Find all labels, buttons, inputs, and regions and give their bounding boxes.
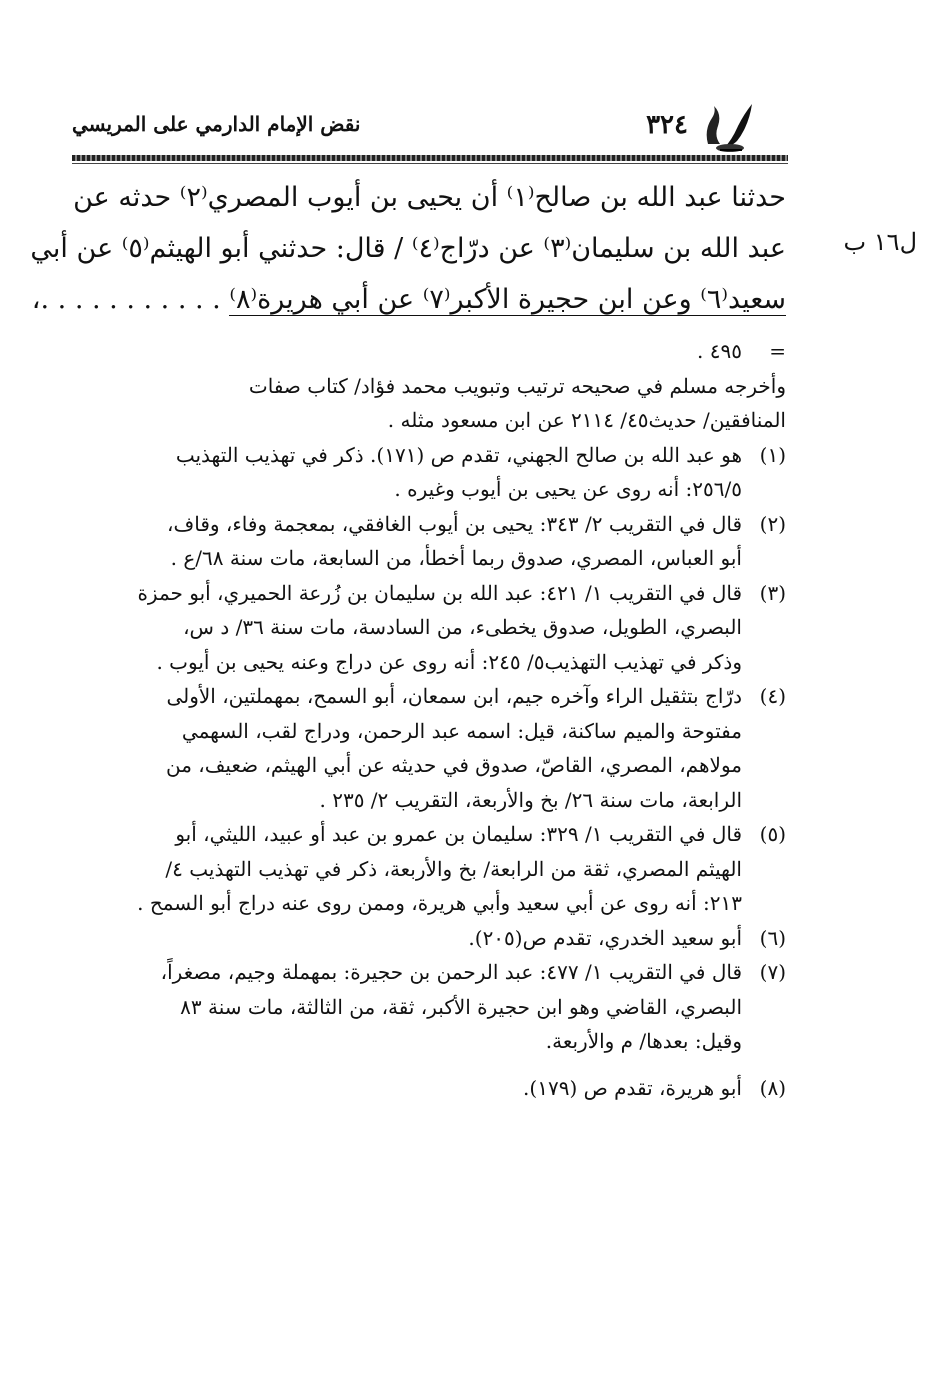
trailing-mark: ، (31, 284, 41, 315)
footnote-line: البصري، الطويل، صدوق يخطىء، من السادسة، مات سنة ٣٦/ د س، (183, 615, 742, 639)
footnote-line: أبو هريرة، تقدم ص (١٧٩). (523, 1075, 742, 1100)
main-text-line: عبد الله بن سليمان⁽٣⁾ عن درّاج⁽٤⁾ / قال: حدثني أبو الهيثم⁽٥⁾ عن أبي (30, 233, 786, 264)
footnote-8 (74, 1071, 786, 1106)
footnote-number: (٥) (759, 822, 786, 846)
footnote-number: (٧) (759, 960, 786, 984)
footnote-4 (74, 679, 786, 817)
footnote-line: وذكر في تهذيب التهذيب٥/ ٢٤٥: أنه روى عن دراج وعنه يحيى بن أيوب . (156, 649, 742, 674)
footnote-2 (74, 507, 786, 576)
footnote-body (74, 576, 742, 680)
footnote-line: الهيثم المصري، ثقة من الرابعة/ بخ والأربعة، ذكر في تهذيب التهذيب ٤/ (165, 856, 742, 881)
footnote-line: قال في التقريب ١/ ٤٧٧: عبد الرحمن بن حجيرة: بمهملة وجيم، مصغراً، (160, 960, 742, 984)
main-text-line: حدثنا عبد الله بن صالح⁽١⁾ أن يحيى بن أيوب المصري⁽٢⁾ حدثه عن (73, 182, 786, 213)
footnote-line: ٢٥٦/٥: أنه روى عن يحيى بن أيوب وغيره . (394, 477, 742, 501)
footnote-body (74, 679, 742, 817)
footnote-number: (٣) (759, 580, 786, 605)
footnote-line: هو عبد الله بن صالح الجهني، تقدم ص (١٧١). ذكر في تهذيب التهذيب (175, 442, 742, 467)
main-text (30, 172, 786, 325)
footnote-continuation (74, 334, 786, 369)
footnote-line: الرابعة، مات سنة ٢٦/ بخ والأربعة، التقريب ٢/ ٢٣٥ . (319, 787, 742, 812)
footnote-line: أبو العباس، المصري، صدوق ربما أخطأ، من السابعة، مات سنة ٦٨/ع . (170, 546, 742, 570)
footnote-line: ٢١٣: أنه روى عن أبي سعيد وأبي هريرة، وممن روى عنه دراج أبو السمح . (137, 891, 742, 915)
page-number: ٣٢٤ (646, 110, 688, 140)
footnotes (74, 334, 786, 1105)
manuscript-folio-note: ل١٦ ب (843, 228, 917, 256)
footnote-1 (74, 438, 786, 507)
running-title: نقض الإمام الدارمي على المريسي (72, 112, 361, 136)
footnote-line: البصري، القاضي وهو ابن حجيرة الأكبر، ثقة، من الثالثة، مات سنة ٨٣ (180, 994, 742, 1019)
footnote-line: قال في التقريب ١/ ٣٢٩: سليمان بن عمرو بن عبد أو عبيد، الليثي، أبو (175, 822, 742, 846)
ellipsis-dots: . . . . . . . . . . . (40, 284, 230, 315)
footnote-line: درّاج بتثقيل الراء وآخره جيم، ابن سمعان، أبو السمح، بمهملتين، الأولى (166, 684, 742, 708)
footnote-number: (١) (759, 442, 786, 467)
footnote-body (74, 438, 742, 507)
footnote-3 (74, 576, 786, 680)
footnote-6 (74, 921, 786, 956)
continuation-mark: = (769, 339, 786, 363)
footnote-body (74, 921, 742, 956)
footnote-number: (٦) (759, 925, 786, 950)
page-header (72, 100, 788, 156)
underlined-phrase: سعيد⁽٦⁾ وعن ابن حجيرة الأكبر⁽٧⁾ عن أبي هريرة⁽٨⁾ (229, 284, 786, 315)
footnote-7 (74, 955, 786, 1059)
footnote-line: أبو سعيد الخدري، تقدم ص(٢٠٥). (468, 925, 742, 950)
footnote-body (74, 507, 742, 576)
footnote-text: وأخرجه مسلم في صحيحه ترتيب وتبويب محمد فؤاد/ كتاب صفات (248, 373, 786, 398)
footnote-body (74, 955, 742, 1059)
footnote-number: (٨) (759, 1075, 786, 1100)
footnote-line: قال في التقريب ٢/ ٣٤٣: يحيى بن أيوب الغافقي، بمعجمة وفاء، وقاف، (167, 511, 742, 536)
footnote-line: مولاهم، المصري، القاصّ، صدوق في حديثه عن أبي الهيثم، ضعيف، من (165, 753, 742, 777)
footnote-text: ٤٩٥ . (697, 339, 742, 363)
quill-inkpot-icon (702, 100, 758, 154)
footnote-number: (٢) (759, 511, 786, 536)
header-divider (72, 155, 788, 161)
footnote-body (74, 1071, 742, 1106)
footnote-line: قال في التقريب ١/ ٤٢١: عبد الله بن سليمان بن زُرعة الحميري، أبو حمزة (137, 580, 742, 605)
header-divider-thin (72, 163, 788, 164)
footnote-5 (74, 817, 786, 921)
footnote-text: المنافقين/ حديث٤٥/ ٢١١٤ عن ابن مسعود مثله . (387, 408, 786, 432)
footnote-body (74, 817, 742, 921)
main-text-line (31, 274, 786, 325)
footnote-number: (٤) (759, 684, 786, 708)
spacer (74, 1059, 786, 1071)
footnote-line: مفتوحة والميم ساكنة، قيل: اسمه عبد الرحمن، ودراج لقب، السهمي (181, 718, 742, 743)
footnote-line: وقيل: بعدها/ م والأربعة. (545, 1029, 742, 1053)
